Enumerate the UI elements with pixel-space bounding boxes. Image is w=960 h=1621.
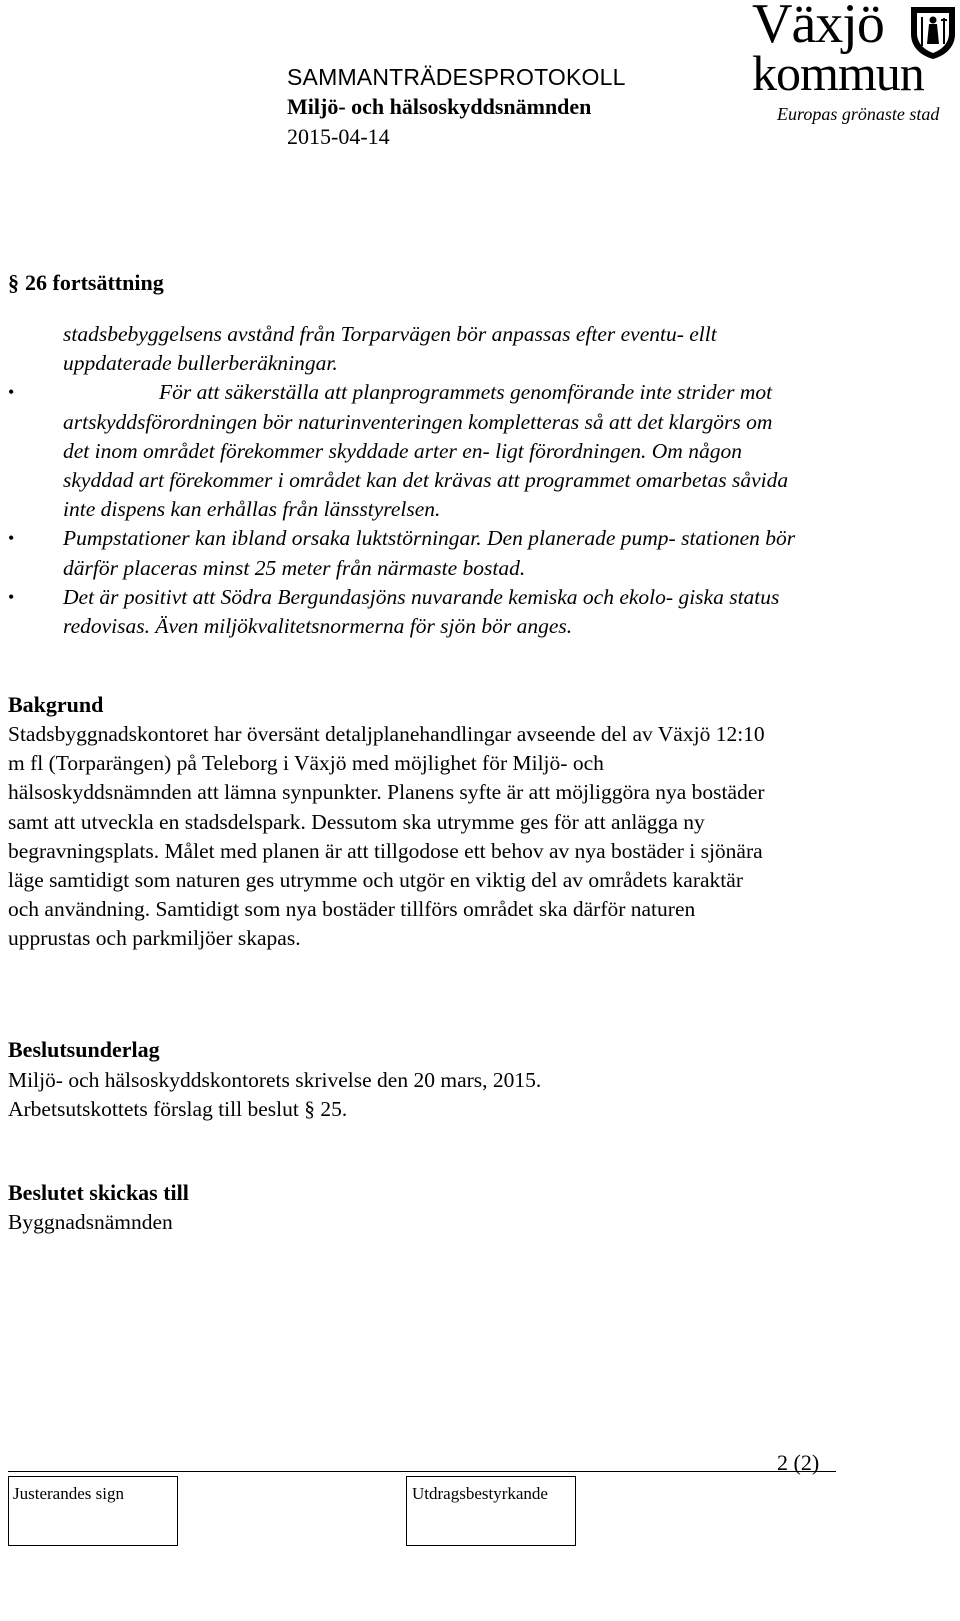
logo-line2: kommun [752, 45, 924, 101]
decision-basis-item: Arbetsutskottets förslag till beslut § 25. [8, 1097, 348, 1122]
background-heading: Bakgrund [8, 692, 104, 717]
document-type: SAMMANTRÄDESPROTOKOLL [287, 64, 626, 90]
logo-line1: Växjö [752, 0, 884, 55]
bullet-marker: • [8, 382, 15, 403]
board-name: Miljö- och hälsoskyddsnämnden [287, 94, 592, 119]
bullet-marker: • [8, 586, 15, 607]
sent-to-recipient: Byggnadsnämnden [8, 1210, 173, 1234]
logo-tagline: Europas grönaste stad [777, 104, 940, 124]
continued-items [8, 320, 803, 641]
background-paragraph: Stadsbyggnadskontoret har översänt detaljplanehandlingar avseende del av Växjö 12:10 m fl (Torparängen) på Teleborg i Växjö med möjlighet för Miljö- och hälsoskyddsnämnden att lämna synpunkter. Planens syfte är att möjliggöra nya bostäder samt att utveckla en stadsdelspark. Dessutom ska utrymme ges för att anlägga ny begravningsplats. Målet med planen är att tillgodose ett behov av nya bostäder i sjönära läge samtidigt som naturen ges utrymme och utgör en viktig del av områdets karaktär och användning. Samtidigt som nya bostäder tillförs området ska därför naturen upprustas och parkmiljöer skapas. [8, 722, 765, 951]
section-title: 26 fortsättning [25, 270, 164, 295]
bullet-item [8, 583, 803, 641]
section-heading [8, 270, 164, 296]
bullet-text: Pumpstationer kan ibland orsaka luktstörningar. Den planerade pump- stationen bör därför placeras minst 25 meter från närmaste bostad. [63, 526, 796, 580]
section-symbol: § [8, 270, 19, 295]
bullet-marker: • [8, 528, 15, 549]
background-text [8, 720, 768, 954]
continued-intro: stadsbebyggelsens avstånd från Torparvägen bör anpassas efter eventu- ellt uppdaterade bullerberäkningar. [63, 322, 717, 376]
page-number: 2 (2) [777, 1450, 820, 1475]
meeting-date: 2015-04-14 [287, 124, 390, 149]
bullet-item [8, 378, 803, 524]
bullet-item [8, 524, 803, 582]
sent-to-heading: Beslutet skickas till [8, 1180, 189, 1205]
decision-basis-item: Miljö- och hälsoskyddskontorets skrivelse den 20 mars, 2015. [8, 1068, 542, 1092]
signature-label: Justerandes sign [13, 1484, 124, 1503]
certification-label: Utdragsbestyrkande [412, 1484, 548, 1503]
vaxjo-kommun-logo [752, 2, 958, 124]
bullet-text: Det är positivt att Södra Bergundasjöns nuvarande kemiska och ekolo- giska status redovisas. Även miljökvalitetsnormerna för sjön bör anges. [63, 584, 780, 639]
bullet-text: För att säkerställa att planprogrammets genomförande inte strider mot artskyddsförordningen bör naturinventeringen kompletteras så att det klargörs om det inom området förekommer skyddade arter en- ligt förordningen. Om någon skyddad art förekommer i området kan det krävas att programmet omarbetas såvida inte dispens kan erhållas från länsstyrelsen. [63, 380, 789, 522]
decision-basis-heading: Beslutsunderlag [8, 1037, 160, 1062]
decision-basis-list [8, 1066, 768, 1124]
footer-divider [8, 1471, 836, 1472]
